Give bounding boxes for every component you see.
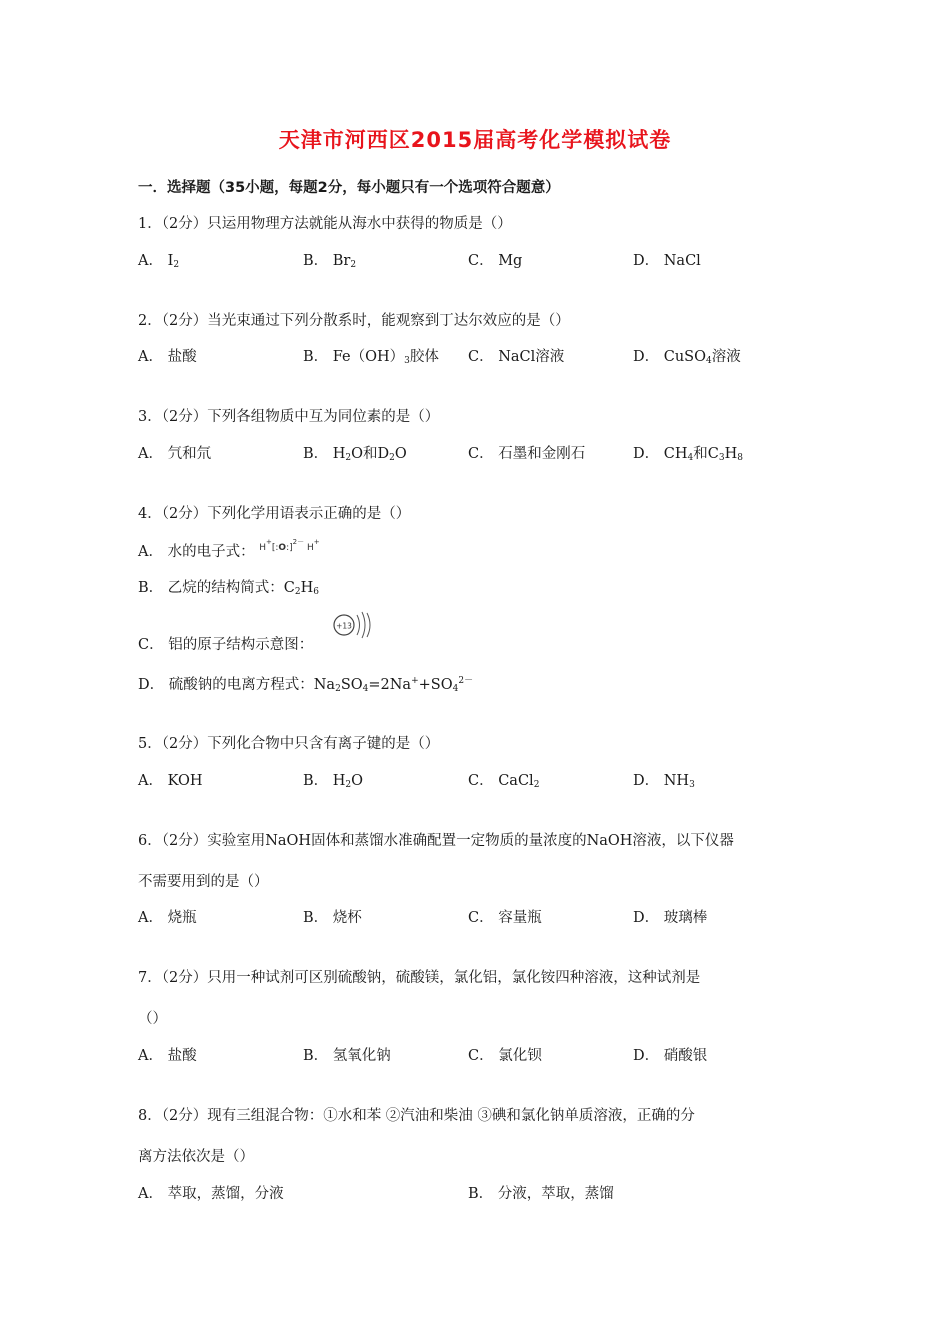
q4-option-c[interactable]: C． 铝的原子结构示意图： xyxy=(138,637,314,653)
q8-option-a[interactable]: A． 萃取，蒸馏，分液 xyxy=(138,1186,284,1202)
q3-option-a[interactable]: A． 氕和氘 xyxy=(138,446,212,462)
q7-option-d[interactable]: D． 硝酸银 xyxy=(633,1048,708,1064)
exam-title: 天津市河西区2015届高考化学模拟试卷 xyxy=(278,128,672,152)
q4-option-d[interactable]: D． 硫酸钠的电离方程式：$Na_2SO_4=2Na^++SO_4^{2-}$ xyxy=(138,676,474,694)
q1-option-d[interactable]: D． NaCl xyxy=(633,253,701,269)
q8-option-b[interactable]: B． 分液，萃取，蒸馏 xyxy=(468,1186,614,1202)
q1-option-a[interactable]: A． $I_2$ xyxy=(138,253,180,270)
section-heading: 一．选择题（35小题，每题2分，每小题只有一个选项符合题意） xyxy=(138,180,560,196)
q5-option-b[interactable]: B． $H_2O$ xyxy=(303,773,364,790)
q3-option-c[interactable]: C． 石墨和金刚石 xyxy=(468,446,586,462)
q4-option-a[interactable]: A． 水的电子式： H+[:O:]$^{2-}$ H+ xyxy=(138,538,320,560)
q4-option-b[interactable]: B． 乙烷的结构简式：$C_2H_6$ xyxy=(138,580,319,597)
question-4-stem: 4．（2分）下列化学用语表示正确的是（） xyxy=(138,506,411,522)
q5-option-a[interactable]: A． KOH xyxy=(138,773,203,789)
nucleus-label: +13 xyxy=(336,621,352,631)
question-7-stem-line2: （） xyxy=(138,1011,167,1027)
q2-option-d[interactable]: D． CuSO$_4$溶液 xyxy=(633,349,741,366)
question-6-stem-line1: 6．（2分）实验室用NaOH固体和蒸馏水准确配置一定物质的量浓度的NaOH溶液，以下仪器 xyxy=(138,833,734,849)
q2-option-b[interactable]: B． $Fe(OH)_3$胶体 xyxy=(303,349,439,366)
q5-option-d[interactable]: D． $NH_3$ xyxy=(633,773,695,790)
q7-option-c[interactable]: C． 氯化钡 xyxy=(468,1048,542,1064)
q6-option-d[interactable]: D． 玻璃棒 xyxy=(633,910,708,926)
q1-option-c[interactable]: C． Mg xyxy=(468,253,523,269)
q2-option-c[interactable]: C． NaCl溶液 xyxy=(468,349,565,365)
question-7-stem-line1: 7．（2分）只用一种试剂可区别硫酸钠，硫酸镁，氯化铝，氯化铵四种溶液，这种试剂是 xyxy=(138,970,701,986)
q7-option-b[interactable]: B． 氢氧化钠 xyxy=(303,1048,391,1064)
q3-option-d[interactable]: D． $CH_4$和$C_3H_8$ xyxy=(633,446,743,463)
question-3-stem: 3．（2分）下列各组物质中互为同位素的是（） xyxy=(138,409,440,425)
question-8-stem-line2: 离方法依次是（） xyxy=(138,1149,254,1165)
question-6-stem-line2: 不需要用到的是（） xyxy=(138,874,269,890)
q6-option-c[interactable]: C． 容量瓶 xyxy=(468,910,542,926)
q1-option-b[interactable]: B． $Br_2$ xyxy=(303,253,357,270)
question-2-stem: 2．（2分）当光束通过下列分散系时，能观察到丁达尔效应的是（） xyxy=(138,313,570,329)
water-electron-formula-figure: H+[:O:]$^{2-}$ H+ xyxy=(259,538,320,553)
q7-option-a[interactable]: A． 盐酸 xyxy=(138,1048,197,1064)
q5-option-c[interactable]: C． CaCl$_2$ xyxy=(468,773,540,790)
q6-option-a[interactable]: A． 烧瓶 xyxy=(138,910,197,926)
q2-option-a[interactable]: A． 盐酸 xyxy=(138,349,197,365)
question-1-stem: 1．（2分）只运用物理方法就能从海水中获得的物质是（） xyxy=(138,216,512,232)
question-5-stem: 5．（2分）下列化合物中只含有离子键的是（） xyxy=(138,736,440,752)
q6-option-b[interactable]: B． 烧杯 xyxy=(303,910,362,926)
q3-option-b[interactable]: B． $H_2O$和$D_2O$ xyxy=(303,446,407,463)
aluminum-atom-structure-figure xyxy=(330,608,378,642)
question-8-stem-line1: 8．（2分）现有三组混合物：①水和苯 ②汽油和柴油 ③碘和氯化钠单质溶液，正确的分 xyxy=(138,1108,695,1124)
